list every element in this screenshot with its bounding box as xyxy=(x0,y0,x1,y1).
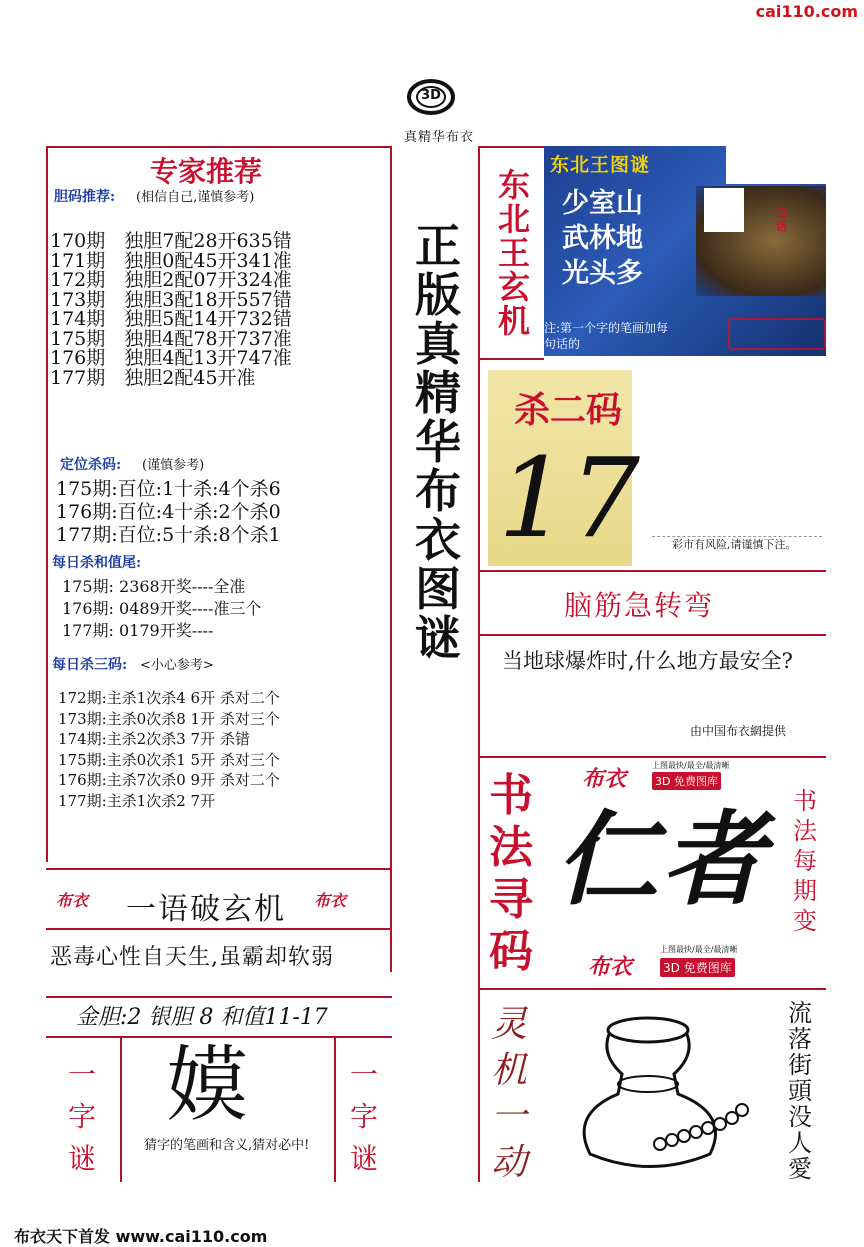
list-item: 175期:百位:1十杀:4个杀6 xyxy=(56,478,281,500)
calligraphy-brand-top: 布衣 xyxy=(582,766,627,792)
calligraphy-chars: 仁者 xyxy=(556,800,768,920)
list-item: 173期 独胆3配18开557错 xyxy=(50,288,292,311)
lingji-poem: 流 落 街 頭 没 人 愛 xyxy=(788,999,812,1183)
pos-list xyxy=(56,478,281,547)
expert-title: 专家推荐 xyxy=(150,155,263,188)
three-list xyxy=(58,688,280,811)
list-item: 171期 独胆0配45开341准 xyxy=(50,249,292,272)
sum-list xyxy=(62,576,261,642)
kill-two-digit-1: 1 xyxy=(498,434,568,562)
logo-caption: 真精华布衣 xyxy=(403,130,474,145)
phrase-brand-left: 布衣 xyxy=(56,891,89,910)
pos-note: (谨慎参考) xyxy=(142,458,205,473)
site-domain: cai110.com xyxy=(755,2,858,21)
dan-label: 胆码推荐: xyxy=(54,189,116,205)
list-item: 172期 独胆2配07开324准 xyxy=(50,269,292,291)
char-riddle-side-right: 一 字 谜 xyxy=(349,1058,378,1175)
vase-illustration xyxy=(560,1004,780,1180)
list-item: 176期: 0489开奖----准三个 xyxy=(62,599,262,618)
three-note: <小心参考> xyxy=(140,658,214,673)
list-item: 177期:主杀1次杀2 7开 xyxy=(58,791,216,810)
center-title: 正 版 真 精 华 布 衣 图 谜 xyxy=(415,219,461,665)
calligraphy-side-title: 书 法 寻 码 xyxy=(489,770,533,977)
list-item: 172期:主杀1次杀4 6开 杀对二个 xyxy=(58,689,280,707)
riddle-hint: 猜字的笔画和含义,猜对必中! xyxy=(144,1138,310,1153)
lingji-side-title: 灵 机 一 动 xyxy=(490,1004,527,1183)
list-item: 173期:主杀0次杀8 1开 杀对三个 xyxy=(58,709,280,728)
northeast-side-title: 东 北 王 玄 机 xyxy=(497,166,530,340)
list-item: 174期 独胆5配14开732错 xyxy=(50,308,292,330)
riddle-char: 嫫 xyxy=(166,1038,249,1133)
calligraphy-side-right: 书 法 每 期 变 xyxy=(793,787,817,935)
pos-label: 定位杀码: xyxy=(60,457,122,473)
kill-two-title: 杀二码 xyxy=(514,389,623,431)
list-item: 177期 独胆2配45开准 xyxy=(50,366,256,389)
northeast-lines: 少室山 武林地 光头多 xyxy=(562,188,643,289)
calligraphy-badge-top: 3D 免费图库 xyxy=(652,772,721,790)
kill-two-digit-2: 7 xyxy=(570,434,640,562)
logo xyxy=(405,78,457,116)
list-item: 175期:主杀0次杀1 5开 杀对三个 xyxy=(58,750,280,769)
list-item: 175期 独胆4配78开737准 xyxy=(50,327,292,350)
kill-two-box xyxy=(488,370,640,566)
list-item: 175期: 2368开奖----全准 xyxy=(62,577,246,596)
brain-source: 由中国布衣網提供 xyxy=(690,724,787,738)
gold-text: 金胆:2 银胆 8 和值11-17 xyxy=(76,1005,328,1030)
calligraphy-badge-bottom: 3D 免费图库 xyxy=(660,958,735,977)
list-item: 177期:百位:5十杀:8个杀1 xyxy=(56,524,281,546)
calligraphy-brand-bottom: 布衣 xyxy=(588,954,633,980)
logo-mark: 3D xyxy=(421,88,441,103)
list-item: 176期:百位:4十杀:2个杀0 xyxy=(56,501,281,523)
sum-label: 每日杀和值尾: xyxy=(52,555,142,571)
vase-icon xyxy=(560,1004,780,1180)
dan-list xyxy=(50,232,292,388)
phrase-brand-right: 布衣 xyxy=(314,891,347,910)
calligraphy-tag-bottom: 上图最快/最全/最清晰 xyxy=(660,945,738,954)
list-item: 176期 独胆4配13开747准 xyxy=(50,347,292,369)
phrase-text: 恶毒心性自天生,虽霸却软弱 xyxy=(50,945,334,970)
northeast-box-title: 东北王图谜 xyxy=(550,154,651,176)
list-item: 177期: 0179开奖---- xyxy=(62,621,214,640)
brain-question: 当地球爆炸时,什么地方最安全? xyxy=(502,649,793,673)
phrase-title: 一语破玄机 xyxy=(126,892,286,927)
northeast-phone: 电话 xyxy=(776,206,787,233)
three-label: 每日杀三码: xyxy=(52,657,128,673)
footer-text: 布衣天下首发 www.cai110.com xyxy=(14,1227,268,1246)
list-item: 170期 独胆7配28开635错 xyxy=(50,230,292,252)
brain-title: 脑筋急转弯 xyxy=(564,589,715,622)
northeast-note: 注:第一个字的笔画加每句话的 xyxy=(544,321,669,351)
char-riddle-side-left: 一 字 谜 xyxy=(67,1058,96,1175)
list-item: 174期:主杀2次杀3 7开 杀错 xyxy=(58,730,250,748)
list-item: 176期:主杀7次杀0 9开 杀对二个 xyxy=(58,771,280,789)
northeast-image xyxy=(544,146,826,356)
dan-note: (相信自己,谨慎参考) xyxy=(136,190,255,205)
kill-two-warning: 彩市有风险,请谨慎下注。 xyxy=(652,536,822,553)
calligraphy-tag-top: 上图最快/最全/最清晰 xyxy=(652,761,730,770)
